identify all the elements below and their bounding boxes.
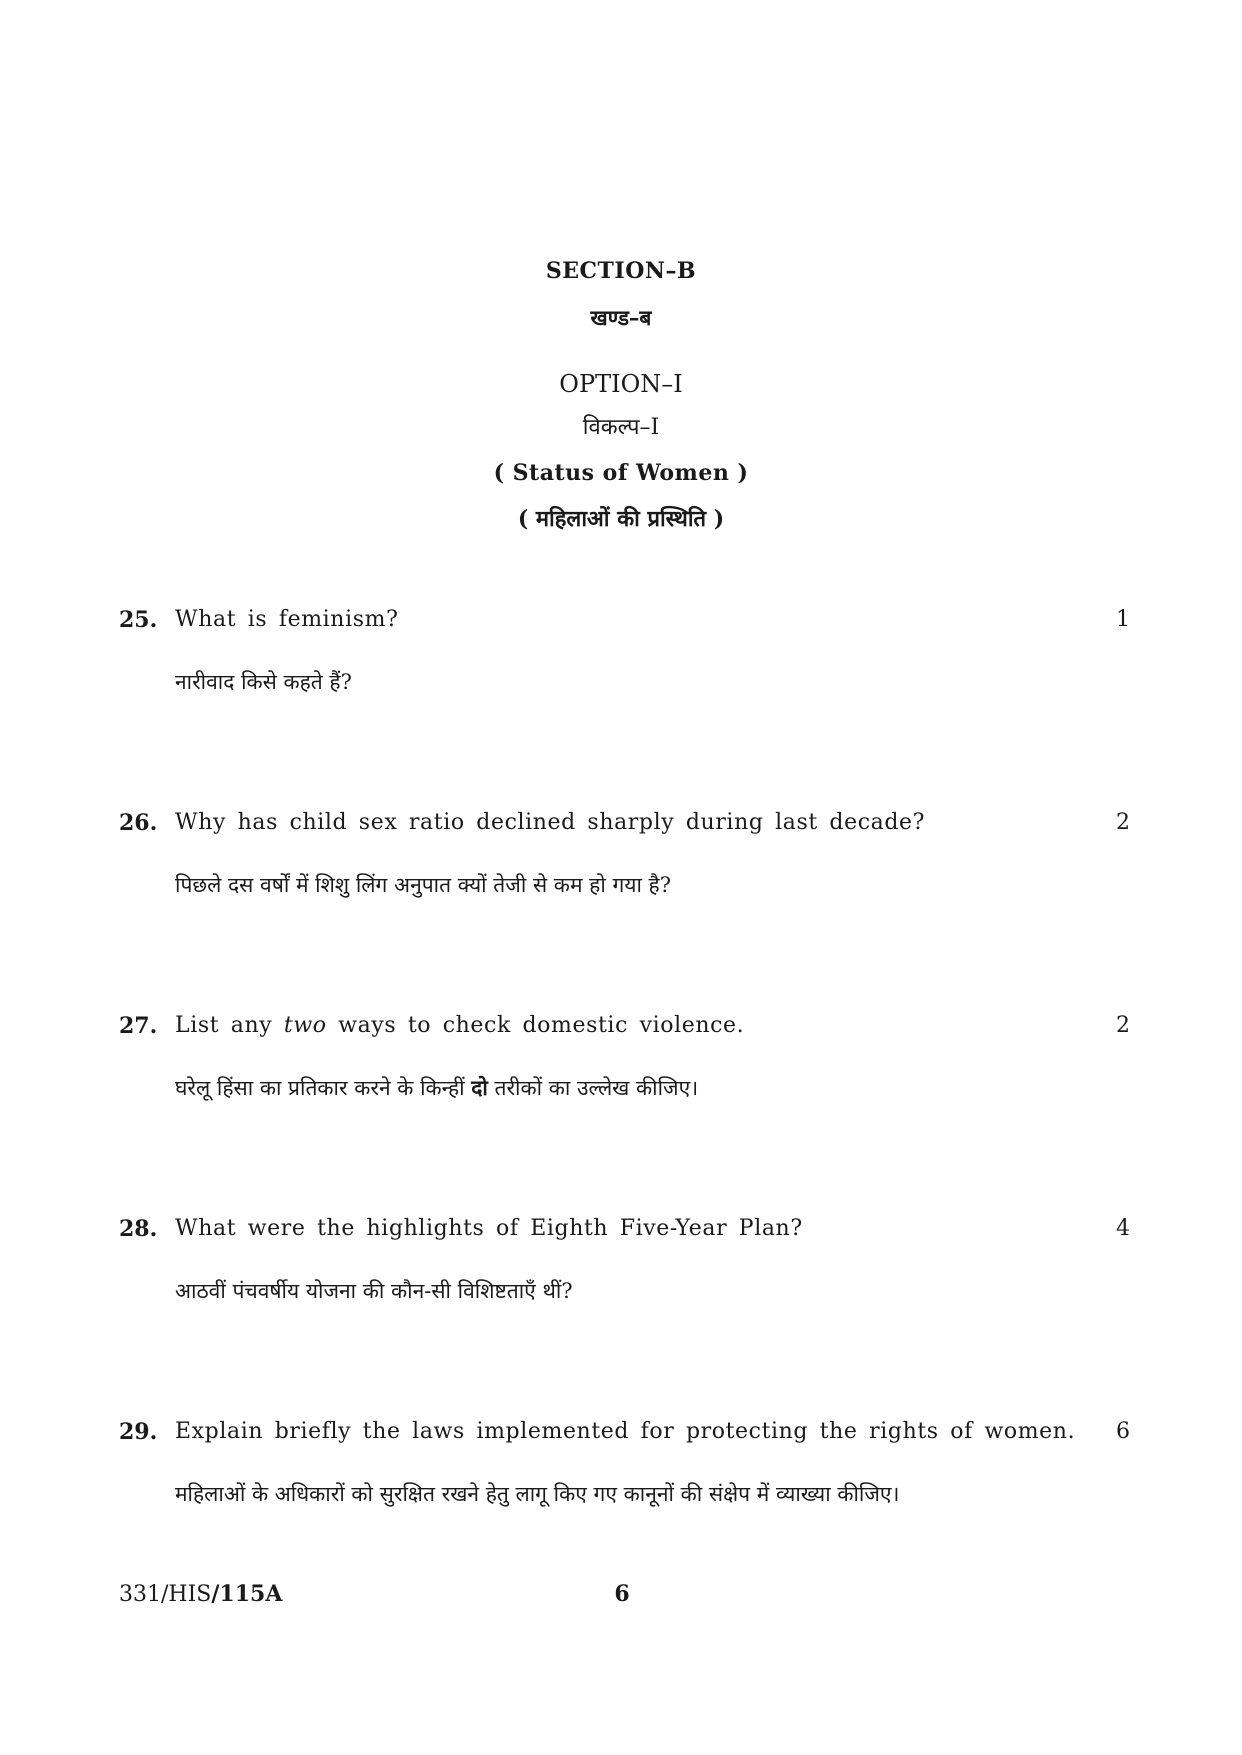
question-number: 28. — [119, 1216, 158, 1242]
option-heading: OPTION–I — [559, 370, 683, 398]
question-marks: 4 — [1116, 1216, 1130, 1241]
question-text: Why has child sex ratio declined sharply during last decade? — [175, 810, 926, 835]
question-number: 26. — [119, 810, 158, 836]
paper-code-suffix: /115A — [211, 1581, 283, 1607]
question-26 — [0, 810, 1242, 950]
question-text-hindi: नारीवाद किसे कहते हैं? — [175, 670, 352, 694]
question-text: What were the highlights of Eighth Five-Year Plan? — [175, 1216, 803, 1241]
question-text-hindi-emphasis: दो — [471, 1075, 488, 1100]
page-number: 6 — [614, 1581, 630, 1607]
paper-code-prefix: 331/HIS — [119, 1582, 212, 1607]
option-heading-hindi: विकल्प–I — [582, 415, 660, 440]
question-text — [175, 1013, 744, 1038]
question-text-part: List any — [175, 1013, 284, 1038]
question-text-hindi-part: घरेलू हिंसा का प्रतिकार करने के किन्हीं — [175, 1076, 472, 1100]
question-29 — [0, 1419, 1242, 1559]
question-text-part: ways to check domestic violence. — [326, 1013, 745, 1038]
question-number: 27. — [119, 1013, 158, 1039]
question-25 — [0, 607, 1242, 747]
question-text: Explain briefly the laws implemented for protecting the rights of women. — [175, 1419, 1076, 1444]
section-heading: SECTION–B — [545, 258, 697, 284]
question-text-hindi: पिछले दस वर्षों में शिशु लिंग अनुपात क्यों तेजी से कम हो गया है? — [175, 873, 671, 897]
question-marks: 2 — [1116, 1013, 1130, 1038]
question-number: 25. — [119, 607, 158, 633]
question-27 — [0, 1013, 1242, 1153]
question-marks: 6 — [1116, 1419, 1130, 1444]
question-number: 29. — [119, 1419, 158, 1445]
question-text-hindi: महिलाओं के अधिकारों को सुरक्षित रखने हेतु लागू किए गए कानूनों की संक्षेप में व्याख्या कीजिए। — [175, 1482, 900, 1506]
question-text: What is feminism? — [175, 607, 399, 632]
question-marks: 2 — [1116, 810, 1130, 835]
question-text-emphasis: two — [283, 1013, 327, 1038]
topic-title-hindi: ( महिलाओं की प्रस्थिति ) — [517, 506, 725, 532]
question-text-hindi: आठवीं पंचवर्षीय योजना की कौन-सी विशिष्टताएँ थीं? — [175, 1279, 573, 1303]
topic-title: ( Status of Women ) — [493, 460, 749, 486]
paper-code — [119, 1581, 282, 1607]
question-marks: 1 — [1116, 607, 1130, 632]
question-text-hindi-part: तरीकों का उल्लेख कीजिए। — [487, 1076, 699, 1100]
section-heading-hindi: खण्ड–ब — [590, 305, 652, 330]
question-28 — [0, 1216, 1242, 1356]
question-text-hindi — [175, 1074, 698, 1102]
